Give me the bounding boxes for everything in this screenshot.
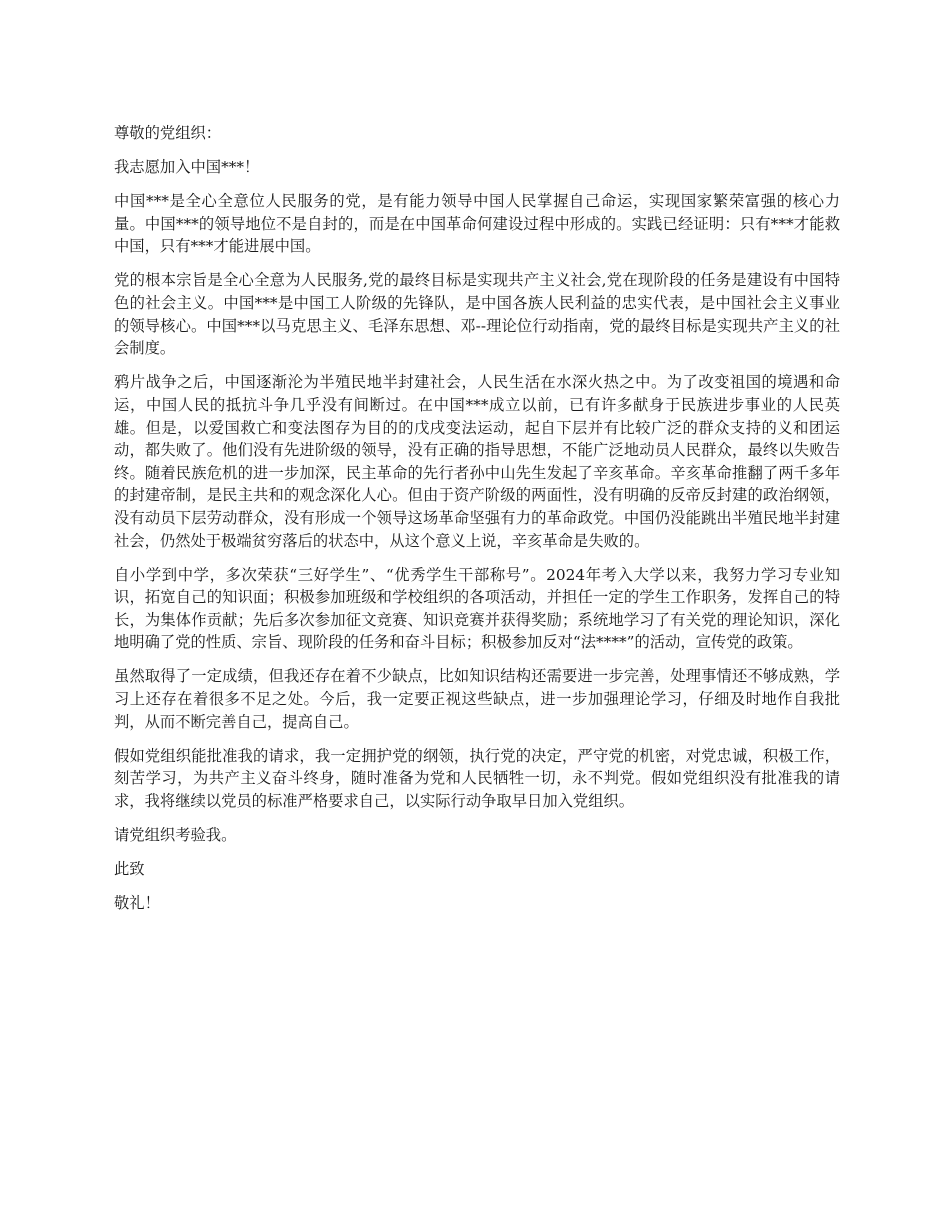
paragraph-pledge: 我志愿加入中国***！	[114, 158, 260, 177]
paragraph-commitment: 假如党组织能批准我的请求，我一定拥护党的纲领，执行党的决定，严守党的机密，对党忠诚，积极工作，刻苦学习，为共产主义奋斗终身，随时准备为党和人民牺牲一切，永不判党。假如党组织没有批准我的请求，我将继续以党员的标准严格要求自己，以实际行动争取早日加入党组织。	[114, 746, 840, 810]
letter-body	[114, 122, 840, 926]
closing-salute: 敬礼！	[114, 894, 160, 913]
closing-line: 此致	[114, 860, 145, 879]
paragraph-request: 请党组织考验我。	[114, 826, 237, 845]
paragraph-history: 鸦片战争之后，中国逐渐沦为半殖民地半封建社会，人民生活在水深火热之中。为了改变祖国的境遇和命运，中国人民的抵抗斗争几乎没有间断过。在中国***成立以前，已有许多献身于民族进步事业的人民英雄。但是，以爱国救亡和变法图存为目的的戊戌变法运动，起自下层并有比较广泛的群众支持的义和团运动，都失败了。他们没有先进阶级的领导，没有正确的指导思想，不能广泛地动员人民群众，最终以失败告终。随着民族危机的进一步加深，民主革命的先行者孙中山先生发起了辛亥革命。辛亥革命推翻了两千多年的封建帝制，是民主共和的观念深化人心。但由于资产阶级的两面性，没有明确的反帝反封建的政治纲领，没有动员下层劳动群众，没有形成一个领导这场革命坚强有力的革命政党。中国仍没能跳出半殖民地半封建社会，仍然处于极端贫穷落后的状态中，从这个意义上说，辛亥革命是失败的。	[114, 373, 840, 550]
paragraph-shortcomings: 虽然取得了一定成绩，但我还存在着不少缺点，比如知识结构还需要进一步完善，处理事情还不够成熟，学习上还存在着很多不足之处。今后，我一定要正视这些缺点，进一步加强理论学习，仔细及时地作自我批判，从而不断完善自己，提高自己。	[114, 667, 840, 731]
paragraph-party-role: 中国***是全心全意位人民服务的党，是有能力领导中国人民掌握自己命运，实现国家繁荣富强的核心力量。中国***的领导地位不是自封的，而是在中国革命何建设过程中形成的。实践已经证明：只有***才能救中国，只有***才能进展中国。	[114, 192, 840, 256]
paragraph-personal-record: 自小学到中学，多次荣获“三好学生”、“优秀学生干部称号”。2024年考入大学以来，我努力学习专业知识，拓宽自己的知识面；积极参加班级和学校组织的各项活动，并担任一定的学生工作职务，发挥自己的特长，为集体作贡献；先后多次参加征文竞赛、知识竞赛并获得奖励；系统地学习了有关党的理论知识，深化地明确了党的性质、宗旨、现阶段的任务和奋斗目标；积极参加反对“法****”的活动，宣传党的政策。	[114, 565, 840, 652]
salutation: 尊敬的党组织：	[114, 124, 222, 142]
paragraph-party-purpose: 党的根本宗旨是全心全意为人民服务,党的最终目标是实现共产主义社会,党在现阶段的任务是建设有中国特色的社会主义。中国***是中国工人阶级的先锋队，是中国各族人民利益的忠实代表，是中国社会主义事业的领导核心。中国***以马克思主义、毛泽东思想、邓--理论位行动指南，党的最终目标是实现共产主义的社会制度。	[114, 271, 840, 358]
